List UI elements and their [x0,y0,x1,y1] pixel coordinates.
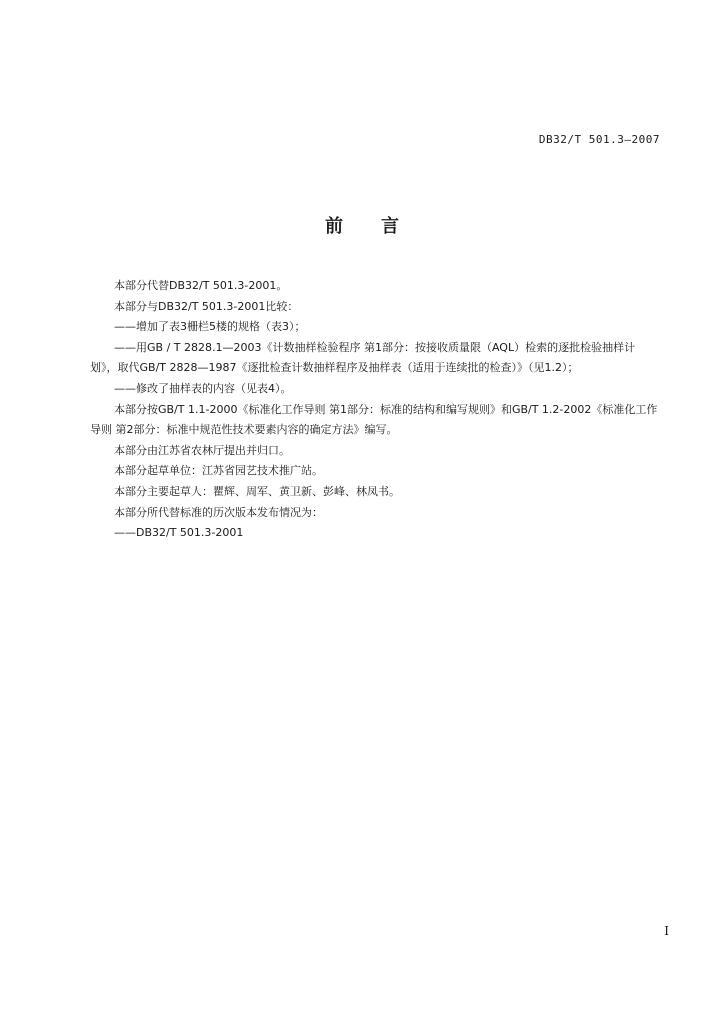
paragraph-drafting-unit: 本部分起草单位：江苏省园艺技术推广站。 [114,464,323,478]
history-item: ——DB32/T 501.3-2001 [114,526,244,540]
change-item-sampling-table: ——修改了抽样表的内容（见表4）。 [114,381,292,395]
paragraph-comparison: 本部分与DB32/T 501.3-2001比较： [114,299,299,313]
title-char-2: 言 [381,216,399,237]
page-number: I [664,924,669,938]
paragraph-drafters: 本部分主要起草人：瞿辉、周军、黄卫新、彭峰、林凤书。 [114,484,400,498]
paragraph-drafting-rules: 本部分按GB/T 1.1-2000《标准化工作导则 第1部分：标准的结构和编写规则》和GB/T 1.2-2002《标准化工作导则 第2部分：标准中规范性技术要素内容的确定方法》编写。 [90,402,658,437]
change-item-table3: ——增加了表3栅栏5楼的规格（表3）； [114,320,306,334]
document-code: DB32/T 501.3—2007 [538,133,660,146]
page-title [0,212,724,238]
paragraph-history: 本部分所代替标准的历次版本发布情况为： [114,505,323,519]
change-item-sampling-standard: ——用GB / T 2828.1—2003《计数抽样检验程序 第1部分：按接收质量限（AQL）检索的逐批检验抽样计划》，取代GB/T 2828—1987《逐批检查计数抽样程序及抽样表（适用于连续批的检查）》（见1.2）； [90,340,636,375]
foreword-body [90,276,662,544]
paragraph-replaces: 本部分代替DB32/T 501.3-2001。 [114,279,288,292]
title-char-1: 前 [325,216,343,237]
paragraph-proposed-by: 本部分由江苏省农林厅提出并归口。 [114,443,290,457]
